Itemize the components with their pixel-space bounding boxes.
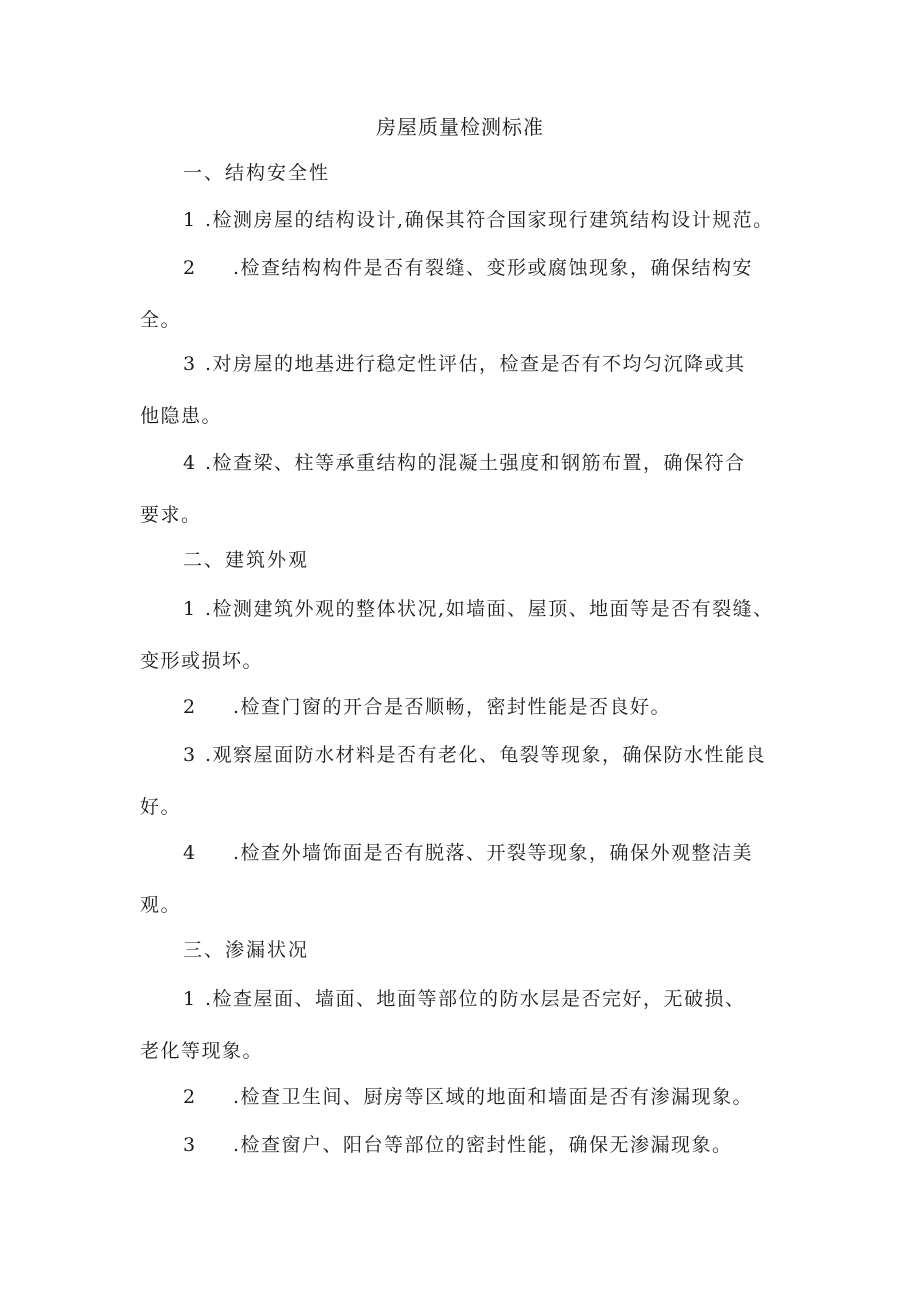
section-heading-appearance: 二、建筑外观 — [183, 549, 310, 571]
section-heading-leakage: 三、渗漏状况 — [183, 939, 310, 961]
section-1-item-1 — [140, 205, 790, 257]
item-number: 2 — [183, 257, 196, 279]
item-continuation: 他隐患。 — [140, 405, 223, 427]
item-text: .检查门窗的开合是否顺畅，密封性能是否良好。 — [233, 696, 672, 718]
section-2-item-3 — [140, 740, 790, 844]
item-number: 3 — [183, 744, 196, 766]
section-1-item-3 — [140, 349, 790, 453]
item-number: 3 — [183, 353, 196, 375]
item-number: 4 — [183, 452, 196, 474]
item-continuation: 好。 — [140, 796, 182, 818]
section-1-item-4 — [140, 448, 790, 552]
section-3-item-3 — [140, 1130, 790, 1182]
item-number: 4 — [183, 842, 196, 864]
item-text: .对房屋的地基进行稳定性评估，检查是否有不均匀沉降或其 — [205, 353, 746, 375]
section-2-item-2 — [140, 692, 790, 744]
section-heading-structure: 一、结构安全性 — [183, 162, 331, 184]
item-continuation: 全。 — [140, 309, 182, 331]
item-text: .检测建筑外观的整体状况,如墙面、屋顶、地面等是否有裂缝、 — [205, 598, 774, 620]
section-3-item-1 — [140, 984, 790, 1088]
section-2-item-4 — [140, 838, 790, 942]
item-continuation: 要求。 — [140, 504, 202, 526]
section-2-item-1 — [140, 594, 790, 698]
item-number: 2 — [183, 696, 196, 718]
section-3-item-2 — [140, 1082, 790, 1134]
item-text: .观察屋面防水材料是否有老化、龟裂等现象，确保防水性能良 — [205, 744, 767, 766]
item-text: .检查梁、柱等承重结构的混凝土强度和钢筋布置，确保符合 — [205, 452, 746, 474]
item-text: .检测房屋的结构设计,确保其符合国家现行建筑结构设计规范。 — [205, 209, 774, 231]
item-text: .检查屋面、墙面、地面等部位的防水层是否完好，无破损、 — [205, 988, 746, 1010]
item-number: 1 — [183, 209, 196, 231]
item-text: .检查卫生间、厨房等区域的地面和墙面是否有渗漏现象。 — [233, 1086, 754, 1108]
item-continuation: 老化等现象。 — [140, 1040, 264, 1062]
item-number: 2 — [183, 1086, 196, 1108]
item-text: .检查结构构件是否有裂缝、变形或腐蚀现象，确保结构安 — [233, 257, 754, 279]
item-text: .检查外墙饰面是否有脱落、开裂等现象，确保外观整洁美 — [233, 842, 754, 864]
item-number: 1 — [183, 598, 196, 620]
document-title: 房屋质量检测标准 — [376, 115, 544, 139]
item-continuation: 变形或损坏。 — [140, 650, 264, 672]
item-continuation: 观。 — [140, 894, 182, 916]
section-1-item-2 — [140, 253, 790, 357]
item-number: 3 — [183, 1134, 196, 1156]
item-text: .检查窗户、阳台等部位的密封性能，确保无渗漏现象。 — [233, 1134, 733, 1156]
item-number: 1 — [183, 988, 196, 1010]
